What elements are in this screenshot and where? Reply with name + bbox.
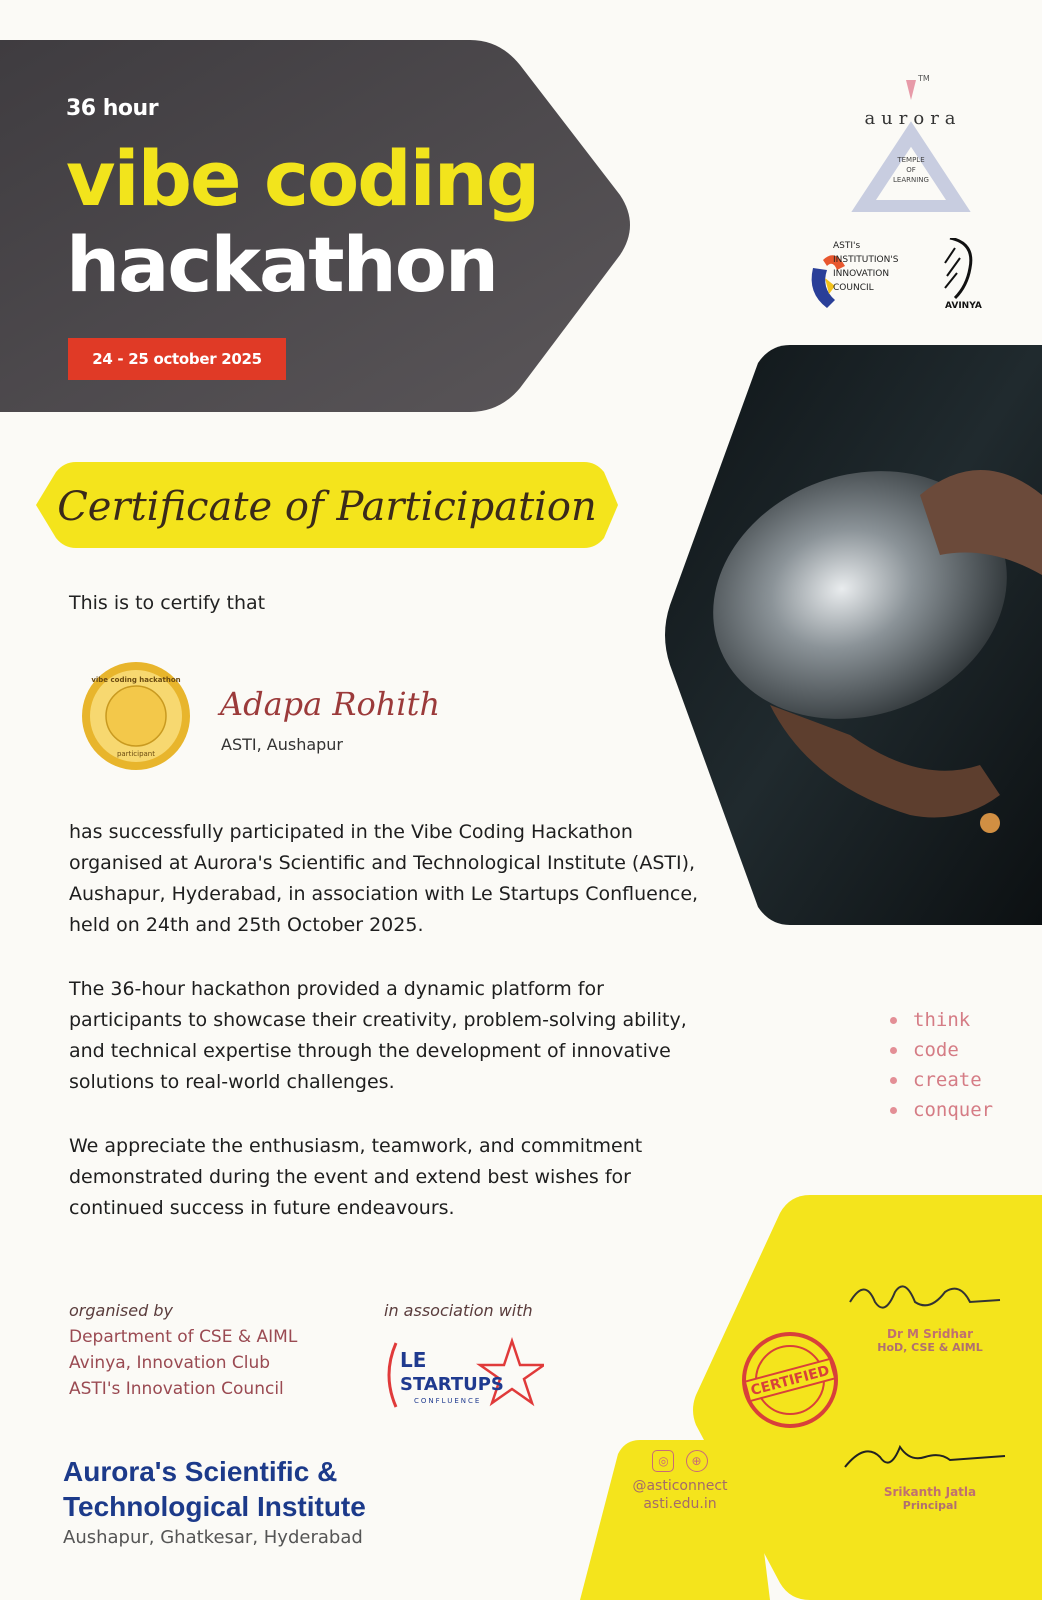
partner-confluence: CONFLUENCE <box>414 1397 482 1405</box>
partner-startups: STARTUPS <box>400 1374 504 1395</box>
signatory-title: HoD, CSE & AIML <box>877 1341 983 1354</box>
innovation-council-logo <box>805 238 1005 318</box>
council-line1: ASTI's <box>833 241 861 251</box>
avinya-label: AVINYA <box>945 301 982 311</box>
institute-name-line1: Aurora's Scientific & <box>63 1456 338 1487</box>
social-handle[interactable]: @asticonnect <box>632 1478 728 1494</box>
aurora-tag2: OF <box>906 166 916 174</box>
certified-stamp <box>740 1330 840 1430</box>
tagline-item: conquer <box>890 1095 993 1125</box>
tagline-item: code <box>890 1035 993 1065</box>
seal-text: vibe coding hackathon <box>91 676 181 684</box>
council-line3: INNOVATION <box>833 269 890 279</box>
stamp-text: CERTIFIED <box>749 1362 832 1400</box>
aurora-name: aurora <box>864 108 962 129</box>
aurora-tag1: TEMPLE <box>897 156 925 164</box>
organiser-line: Avinya, Innovation Club <box>69 1353 271 1373</box>
institute-name <box>63 1454 366 1524</box>
body-paragraph-2: The 36-hour hackathon provided a dynamic platform for participants to showcase their creativity, problem-solving ability, and technical expertise through the development of innovative solutions to real-world challenges. <box>69 978 687 1093</box>
organised-by-label: organised by <box>69 1301 173 1320</box>
signature-hod <box>845 1272 1005 1322</box>
signature-principal <box>840 1432 1010 1482</box>
signatory-hod <box>860 1327 1000 1354</box>
aurora-logo <box>848 72 978 212</box>
seal-sub: participant <box>116 750 156 758</box>
signatory-name: Dr M Sridhar <box>887 1327 973 1341</box>
institute-address: Aushapur, Ghatkesar, Hyderabad <box>63 1527 363 1548</box>
signatory-principal <box>860 1485 1000 1512</box>
event-title-line1: vibe coding <box>66 134 539 223</box>
institute-name-line2: Technological Institute <box>63 1491 366 1522</box>
instagram-icon[interactable]: ◎ <box>652 1450 674 1472</box>
organiser-line: Department of CSE & AIML <box>69 1327 298 1347</box>
association-label: in association with <box>384 1301 533 1320</box>
bullet-icon <box>890 1017 897 1024</box>
body-paragraph-1: has successfully participated in the Vibe Coding Hackathon organised at Aurora's Scientific and Technological Institute (ASTI), Aushapur, Hyderabad, in association with Le Startups Confluence, held on 24th and 25th October 2025. <box>69 821 699 936</box>
event-title-line2: hackathon <box>66 220 498 309</box>
recipient-institution: ASTI, Aushapur <box>221 735 344 754</box>
signatory-name: Srikanth Jatla <box>883 1485 977 1499</box>
bullet-icon <box>890 1107 897 1114</box>
council-line4: COUNCIL <box>833 283 874 293</box>
bullet-icon <box>890 1047 897 1054</box>
organiser-line: ASTI's Innovation Council <box>69 1379 284 1399</box>
certify-intro: This is to certify that <box>69 592 266 614</box>
globe-icon[interactable]: ⊕ <box>686 1450 708 1472</box>
council-line2: INSTITUTION'S <box>833 255 899 265</box>
avinya-tree-icon <box>945 238 971 298</box>
aurora-tag3: LEARNING <box>893 176 929 184</box>
date-badge: 24 - 25 october 2025 <box>68 338 286 380</box>
le-startups-logo <box>384 1335 544 1415</box>
signatory-title: Principal <box>902 1499 958 1512</box>
body-paragraph-3: We appreciate the enthusiasm, teamwork, and commitment demonstrated during the event and extend best wishes for continued success in future endeavours. <box>69 1135 643 1219</box>
participant-seal <box>80 660 192 772</box>
social-links <box>600 1450 760 1512</box>
tagline-item: create <box>890 1065 993 1095</box>
tagline-list <box>890 1005 993 1125</box>
recipient-name: Adapa Rohith <box>220 685 441 723</box>
duration-label: 36 hour <box>66 96 159 121</box>
tagline-item: think <box>890 1005 993 1035</box>
partner-le: LE <box>400 1348 427 1372</box>
bullet-icon <box>890 1077 897 1084</box>
certificate-title: Certificate of Participation <box>57 484 597 530</box>
website-link[interactable]: asti.edu.in <box>643 1496 717 1512</box>
aurora-tm: TM <box>918 74 930 83</box>
